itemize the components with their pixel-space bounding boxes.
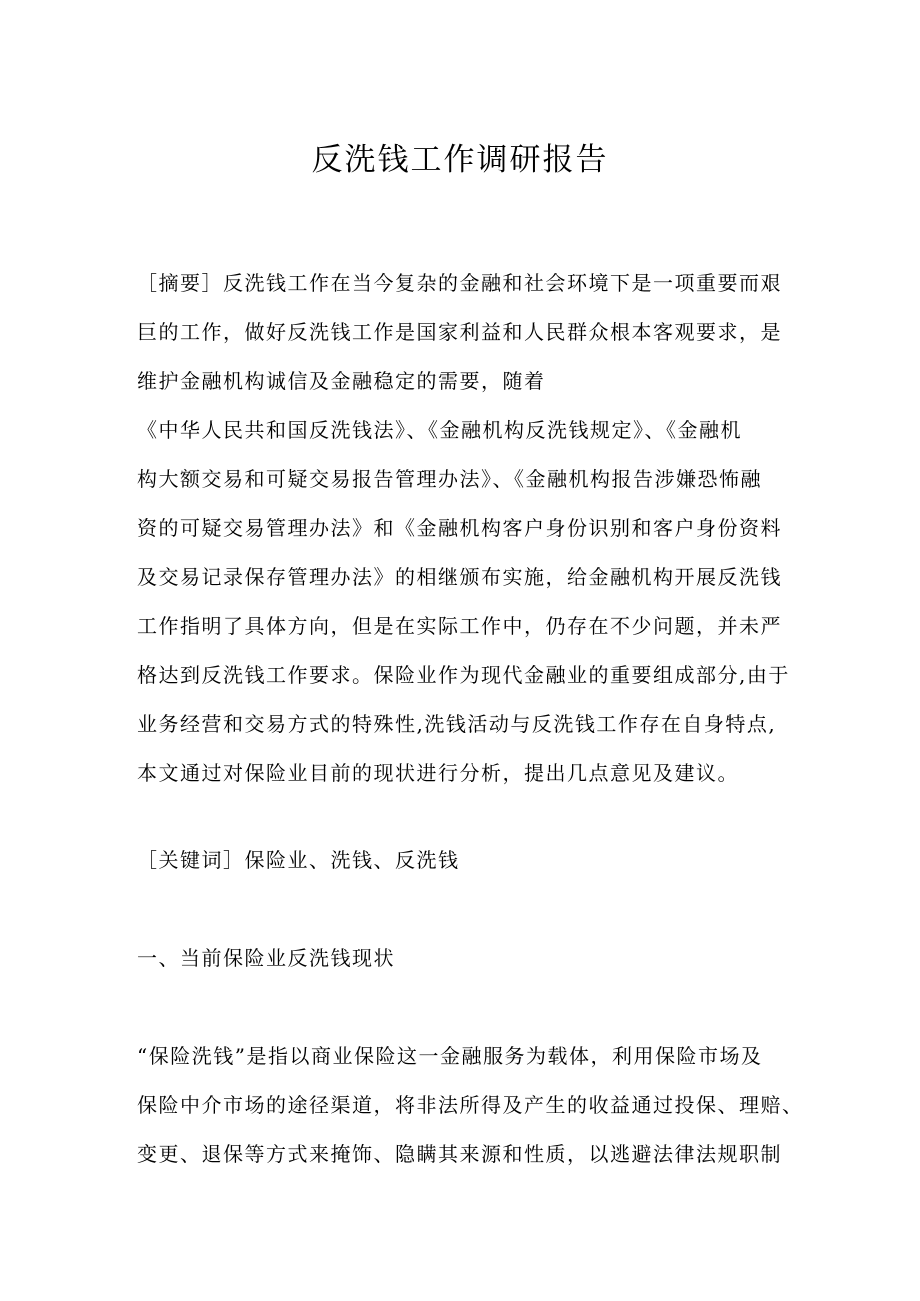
abstract-line: 维护金融机构诚信及金融稳定的需要，随着 <box>137 369 546 393</box>
body-line: 保险中介市场的途径渠道，将非法所得及产生的收益通过投保、理赔、 <box>137 1093 804 1117</box>
abstract-line: 资的可疑交易管理办法》和《金融机构客户身份识别和客户身份资料 <box>137 516 782 540</box>
keywords-text: ［关键词］保险业、洗钱、反洗钱 <box>137 848 460 872</box>
keywords-line <box>137 836 817 885</box>
body-line: 变更、退保等方式来掩饰、隐瞒其来源和性质，以逃避法律法规职制 <box>137 1142 782 1166</box>
abstract-line: ［摘要］反洗钱工作在当今复杂的金融和社会环境下是一项重要而艰 <box>137 271 782 295</box>
abstract-line: 及交易记录保存管理办法》的相继颁布实施，给金融机构开展反洗钱 <box>137 565 782 589</box>
abstract-paragraph <box>137 259 817 798</box>
abstract-line: 工作指明了具体方向，但是在实际工作中，仍存在不少问题，并未严 <box>137 614 782 638</box>
document-title: 反洗钱工作调研报告 <box>311 142 609 178</box>
abstract-line: 本文通过对保险业目前的现状进行分析，提出几点意见及建议。 <box>137 761 739 785</box>
abstract-line: 构大额交易和可疑交易报告管理办法》、《金融机构报告涉嫌恐怖融 <box>137 467 762 491</box>
body-paragraph <box>137 1032 817 1179</box>
abstract-line: 巨的工作，做好反洗钱工作是国家利益和人民群众根本客观要求，是 <box>137 320 782 344</box>
abstract-line: 格达到反洗钱工作要求。保险业作为现代金融业的重要组成部分,由于 <box>137 663 790 687</box>
abstract-line: 业务经营和交易方式的特殊性,洗钱活动与反洗钱工作存在自身特点, <box>137 712 777 736</box>
abstract-line: 《中华人民共和国反洗钱法》、《金融机构反洗钱规定》、《金融机 <box>137 418 742 442</box>
body-line: “保险洗钱”是指以商业保险这一金融服务为载体，利用保险市场及 <box>137 1044 763 1068</box>
section-heading <box>137 934 817 983</box>
section-heading-text: 一、当前保险业反洗钱现状 <box>137 946 395 970</box>
